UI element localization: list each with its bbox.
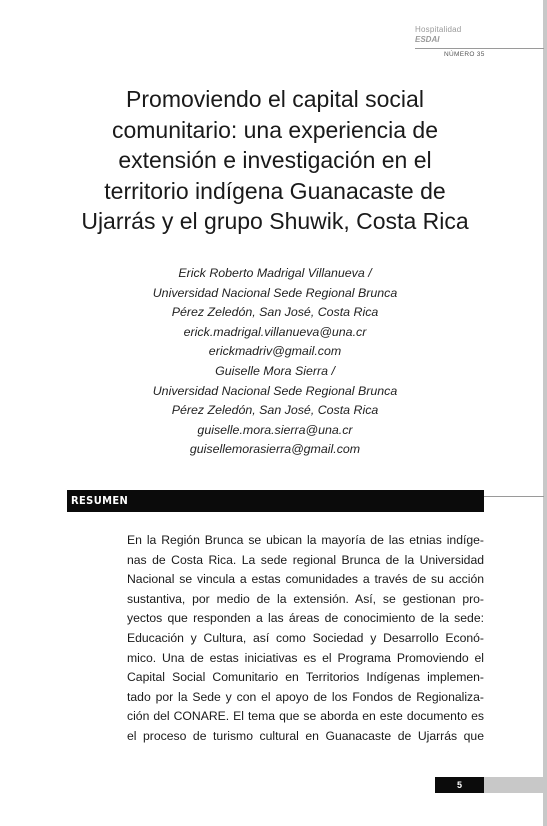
title-line: territorio indígena Guanacaste de xyxy=(104,177,446,204)
abstract-line: yectos que responden a las áreas de conocimiento de la sede: xyxy=(127,611,484,626)
abstract-line: Capital Social Comunitario en Territorios Indígenas implemen- xyxy=(127,670,484,685)
abstract-line: mico. Una de estas iniciativas es el Programa Promoviendo el xyxy=(127,650,484,665)
journal-brand: ESDAI xyxy=(415,35,440,44)
page-number-tail xyxy=(484,777,544,793)
abstract-line: nas de Costa Rica. La sede regional Brunca de la Universidad xyxy=(127,552,484,567)
section-header xyxy=(67,490,484,512)
author-block xyxy=(110,264,440,460)
page-number: 5 xyxy=(435,777,484,793)
abstract-line: sustantiva, por medio de la extensión. Así, se gestionan pro- xyxy=(127,591,484,606)
journal-name: Hospitalidad xyxy=(415,25,462,34)
author-location: Pérez Zeledón, San José, Costa Rica xyxy=(171,403,379,418)
author-affiliation: Universidad Nacional Sede Regional Brunca xyxy=(152,285,398,300)
article-title xyxy=(60,84,490,237)
title-line: extensión e investigación en el xyxy=(118,147,432,173)
author-name: Erick Roberto Madrigal Villanueva / xyxy=(178,266,372,280)
author-email: erickmadriv@gmail.com xyxy=(208,344,342,359)
abstract-body xyxy=(127,531,484,747)
author-email: erick.madrigal.villanueva@una.cr xyxy=(183,324,367,339)
author-location: Pérez Zeledón, San José, Costa Rica xyxy=(171,305,379,320)
author-email: guiselle.mora.sierra@una.cr xyxy=(197,422,353,437)
author-email: guisellemorasierra@gmail.com xyxy=(189,442,361,457)
journal-header xyxy=(415,25,545,49)
author-affiliation: Universidad Nacional Sede Regional Brunca xyxy=(152,383,398,398)
author-name: Guiselle Mora Sierra / xyxy=(215,363,335,378)
section-label: RESUMEN xyxy=(71,494,129,507)
title-line: Ujarrás y el grupo Shuwik, Costa Rica xyxy=(81,208,469,234)
abstract-line: tado por la Sede y con el apoyo de los Fondos de Regionaliza- xyxy=(127,689,484,704)
section-rule xyxy=(484,496,544,497)
abstract-line: Nacional se vincula a estas comunidades a través de su acción xyxy=(127,572,484,587)
abstract-line: Educación y Cultura, así como Sociedad y Desarrollo Econó- xyxy=(127,630,484,645)
header-rule xyxy=(415,48,544,49)
title-line: Promoviendo el capital social xyxy=(126,86,424,112)
title-line: comunitario: una experiencia de xyxy=(111,116,439,143)
abstract-line: En la Región Brunca se ubican la mayoría de las etnias indíge- xyxy=(127,533,484,547)
issue-number: NÚMERO 35 xyxy=(444,51,485,58)
abstract-line: ción del CONARE. El tema que se aborda en este documento es xyxy=(127,709,484,724)
abstract-line: el proceso de turismo cultural en Guanacaste de Ujarrás que xyxy=(127,728,484,743)
page-edge-bar xyxy=(543,0,547,826)
